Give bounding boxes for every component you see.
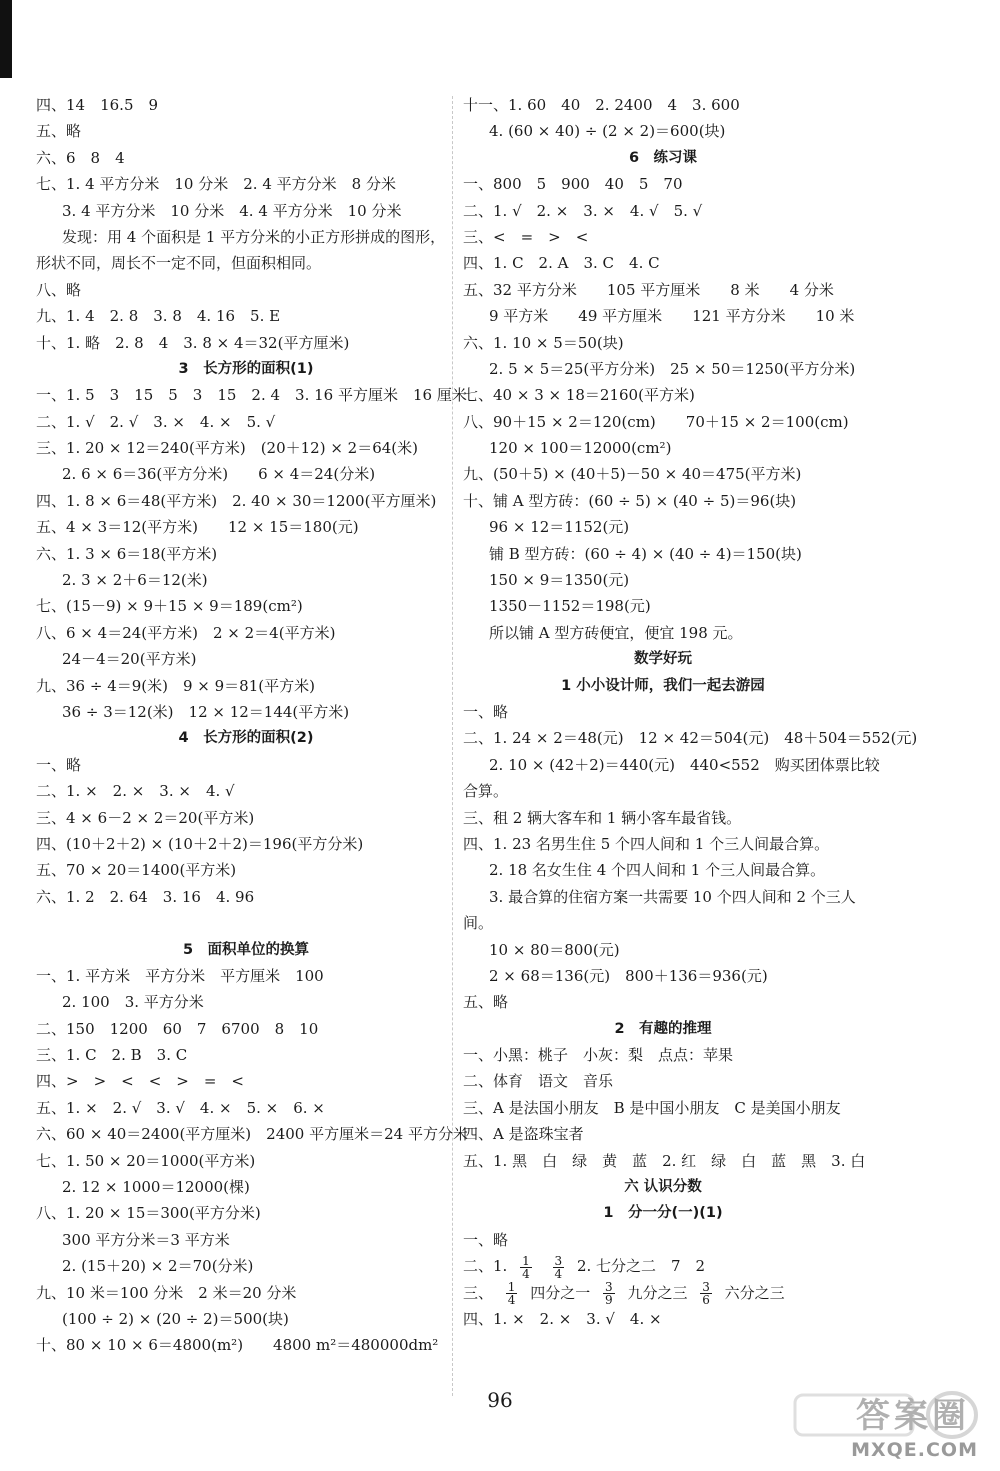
fraction [553,1255,565,1280]
answer-line: 三、4 × 6－2 × 2＝20(平方米) [36,808,255,827]
answer-line: 六、6 8 4 [36,148,125,167]
answer-line: 四、1. 8 × 6＝48(平方米) 2. 40 × 30＝1200(平方厘米) [36,491,437,510]
section-heading: 数学好玩 [634,651,692,668]
answer-line: 二、1. 24 × 2＝48(元) 12 × 42＝504(元) 48＋504＝552(元) [463,729,918,748]
answer-line: 150 × 9＝1350(元) [489,571,630,590]
answer-line: 九、36 ÷ 4＝9(米) 9 × 9＝81(平方米) [36,676,315,695]
answer-line: 九、10 米＝100 分米 2 米＝20 分米 [36,1283,297,1302]
page-number: 96 [487,1388,513,1412]
right-column [463,92,918,1332]
answer-line: 2. 12 × 1000＝12000(棵) [62,1178,250,1197]
answer-line: 六、60 × 40＝2400(平方厘米) 2400 平方厘米＝24 平方分米 [36,1125,468,1144]
fraction [700,1281,712,1306]
answer-line: 2. 6 × 6＝36(平方分米) 6 × 4＝24(分米) [62,465,376,484]
answer-line: 2. 18 名女生住 4 个四人间和 1 个三人间最合算。 [489,861,826,880]
answer-line: 八、90＋15 × 2＝120(cm) 70＋15 × 2＝100(cm) [463,412,849,431]
answer-line: 合算。 [463,782,509,801]
denominator: 4 [554,1266,563,1281]
denominator: 4 [522,1266,530,1281]
answer-line: 七、40 × 3 × 18＝2160(平方米) [463,386,695,405]
answer-line: 五、略 [463,993,509,1012]
answer-line: 一、小黑：桃子 小灰：梨 点点：苹果 [463,1046,734,1065]
answer-line: 八、1. 20 × 15＝300(平方分米) [36,1204,261,1223]
watermark-url: MXQE.COM [851,1439,978,1461]
answer-line: 六、1. 2 2. 64 3. 16 4. 96 [36,887,255,906]
answer-line: 四、14 16.5 9 [36,96,159,114]
answer-line: 五、70 × 20＝1400(平方米) [36,861,237,880]
fraction-words: 四分之一 [530,1283,591,1302]
answer-line: 铺 B 型方砖：(60 ÷ 4) × (40 ÷ 4)＝150(块) [489,544,802,563]
answer-line: 二、150 1200 60 7 6700 8 10 [36,1019,319,1038]
numerator: 3 [605,1280,613,1295]
line-prefix: 三、 [463,1283,494,1302]
answer-line: 十、80 × 10 × 6＝4800(m²) 4800 m²＝480000dm² [36,1336,439,1355]
answer-line: 七、(15－9) × 9＋15 × 9＝189(cm²) [36,597,303,616]
answer-line: 一、1. 5 3 15 5 3 15 2. 4 3. 16 平方厘米 16 厘米 [36,386,467,405]
fraction [603,1281,615,1306]
fraction-words: 九分之三 [627,1283,688,1302]
answer-line: 96 × 12＝1152(元) [489,518,630,537]
answer-line: 九、(50＋5) × (40＋5)－50 × 40＝475(平方米) [463,465,802,484]
answer-line: 五、略 [36,122,82,141]
answer-line: 五、1. 黑 白 绿 黄 蓝 2. 红 绿 白 蓝 黑 3. 白 [463,1151,866,1170]
answer-line: 2. 5 × 5＝25(平方分米) 25 × 50＝1250(平方分米) [489,359,856,378]
answer-line: 所以铺 A 型方砖便宜，便宜 198 元。 [489,623,743,642]
answer-line: 十、铺 A 型方砖：(60 ÷ 5) × (40 ÷ 5)＝96(块) [463,491,797,510]
answer-line: 七、1. 50 × 20＝1000(平方米) [36,1151,256,1170]
section-heading: 2 有趣的推理 [614,1020,712,1037]
answer-line: 120 × 100＝12000(cm²) [489,439,672,458]
section-heading: 6 练习课 [628,149,698,166]
answer-line: 七、1. 4 平方分米 10 分米 2. 4 平方分米 8 分米 [36,175,396,194]
numerator: 1 [522,1253,530,1268]
answer-line: 二、体育 语文 音乐 [463,1072,614,1091]
answer-line-fractions-1 [463,1253,863,1279]
answer-line: 五、1. × 2. √ 3. √ 4. × 5. × 6. × [36,1098,325,1117]
answer-line: 10 × 80＝800(元) [489,940,620,959]
fraction-words: 六分之三 [724,1283,785,1302]
answer-line: 36 ÷ 3＝12(米) 12 × 12＝144(平方米) [62,702,350,721]
answer-line-fractions-2 [463,1280,863,1306]
answer-line: 一、800 5 900 40 5 70 [463,175,683,194]
line-prefix: 二、1. [463,1257,508,1276]
answer-line: 24－4＝20(平方米) [62,650,197,669]
section-heading: 1 小小设计师，我们一起去游园 [561,677,765,694]
answer-line: (100 ÷ 2) × (20 ÷ 2)＝500(块) [62,1309,289,1328]
answer-line: 3. 最合算的住宿方案一共需要 10 个四人间和 2 个三人 [489,887,856,906]
answer-line: 3. 4 平方分米 10 分米 4. 4 平方分米 10 分米 [62,201,402,220]
fraction [520,1255,532,1280]
answer-line: 二、1. √ 2. × 3. × 4. √ 5. √ [463,201,703,220]
answer-line: 一、略 [36,755,82,774]
answer-line: 1350－1152＝198(元) [489,597,651,616]
section-heading: 5 面积单位的换算 [182,941,310,958]
section-heading: 3 长方形的面积(1) [178,360,314,377]
answer-line: 一、1. 平方米 平方分米 平方厘米 100 [36,966,324,985]
answer-line: 形状不同，周长不一定不同，但面积相同。 [36,254,322,273]
answer-line: 发现：用 4 个面积是 1 平方分米的小正方形拼成的图形， [62,227,446,246]
answer-line: 八、略 [36,280,82,299]
answer-line: 十一、1. 60 40 2. 2400 4 3. 600 [463,96,740,114]
answer-line: 间。 [463,914,494,933]
answer-line: 2 × 68＝136(元) 800＋136＝936(元) [489,966,768,985]
answer-line: 三、1. C 2. B 3. C [36,1046,188,1065]
answer-line: 2. (15＋20) × 2＝70(分米) [62,1257,254,1276]
numerator: 1 [507,1280,516,1295]
answer-line: 四、1. C 2. A 3. C 4. C [463,254,660,273]
answer-line: 三、1. 20 × 12＝240(平方米) (20＋12) × 2＝64(米) [36,439,419,458]
section-heading: 4 长方形的面积(2) [178,730,314,747]
right-column-lines [463,92,918,1227]
answer-line: 十、1. 略 2. 8 4 3. 8 × 4＝32(平方厘米) [36,333,350,352]
blank-line [36,910,456,936]
fraction [506,1281,518,1306]
left-column [36,92,468,1359]
answer-line: 三、< = > < [463,227,589,246]
answer-line: 四、> > < < > = < [36,1072,244,1091]
answer-line: 六、1. 10 × 5＝50(块) [463,333,624,352]
answer-line: 一、略 [463,702,509,721]
scan-edge-bar [0,0,12,78]
denominator: 9 [605,1293,613,1308]
answer-line: 八、6 × 4＝24(平方米) 2 × 2＝4(平方米) [36,623,336,642]
answer-line: 300 平方分米＝3 平方米 [62,1230,230,1249]
answer-line: 九、1. 4 2. 8 3. 8 4. 16 5. E [36,307,281,326]
answer-line: 三、租 2 辆大客车和 1 辆小客车最省钱。 [463,808,742,827]
answer-line: 2. 10 × (42＋2)＝440(元) 440<552 购买团体票比较 [489,755,880,774]
line-suffix: 2. 七分之二 7 2 [576,1257,706,1276]
numerator: 3 [554,1253,563,1268]
answer-line: 四、1. 23 名男生住 5 个四人间和 1 个三人间最合算。 [463,834,830,853]
answer-line: 五、32 平方分米 105 平方厘米 8 米 4 分米 [463,280,834,299]
answer-line: 六、1. 3 × 6＝18(平方米) [36,544,218,563]
answer-line: 4. (60 × 40) ÷ (2 × 2)＝600(块) [489,122,726,141]
watermark-title: 答案圈 [856,1396,970,1436]
denominator: 6 [702,1293,710,1308]
answer-line: 四、1. × 2. × 3. √ 4. × [463,1309,662,1328]
answer-line: 二、1. √ 2. √ 3. × 4. × 5. √ [36,412,276,431]
denominator: 4 [507,1293,516,1308]
answer-line: 四、A 是盗珠宝者 [463,1125,584,1144]
numerator: 3 [702,1280,710,1295]
answer-line: 四、(10＋2＋2) × (10＋2＋2)＝196(平方分米) [36,834,364,853]
answer-line: 一、略 [463,1230,509,1249]
answer-line: 五、4 × 3＝12(平方米) 12 × 15＝180(元) [36,518,359,537]
answer-line: 2. 100 3. 平方分米 [62,993,204,1012]
answer-line: 2. 3 × 2＋6＝12(米) [62,571,208,590]
answer-line: 二、1. × 2. × 3. × 4. √ [36,782,235,801]
answer-line: 9 平方米 49 平方厘米 121 平方分米 10 米 [489,307,855,326]
section-heading: 1 分一分(一)(1) [603,1205,723,1222]
section-heading: 六 认识分数 [624,1179,702,1196]
answer-line: 三、A 是法国小朋友 B 是中国小朋友 C 是美国小朋友 [463,1098,841,1117]
